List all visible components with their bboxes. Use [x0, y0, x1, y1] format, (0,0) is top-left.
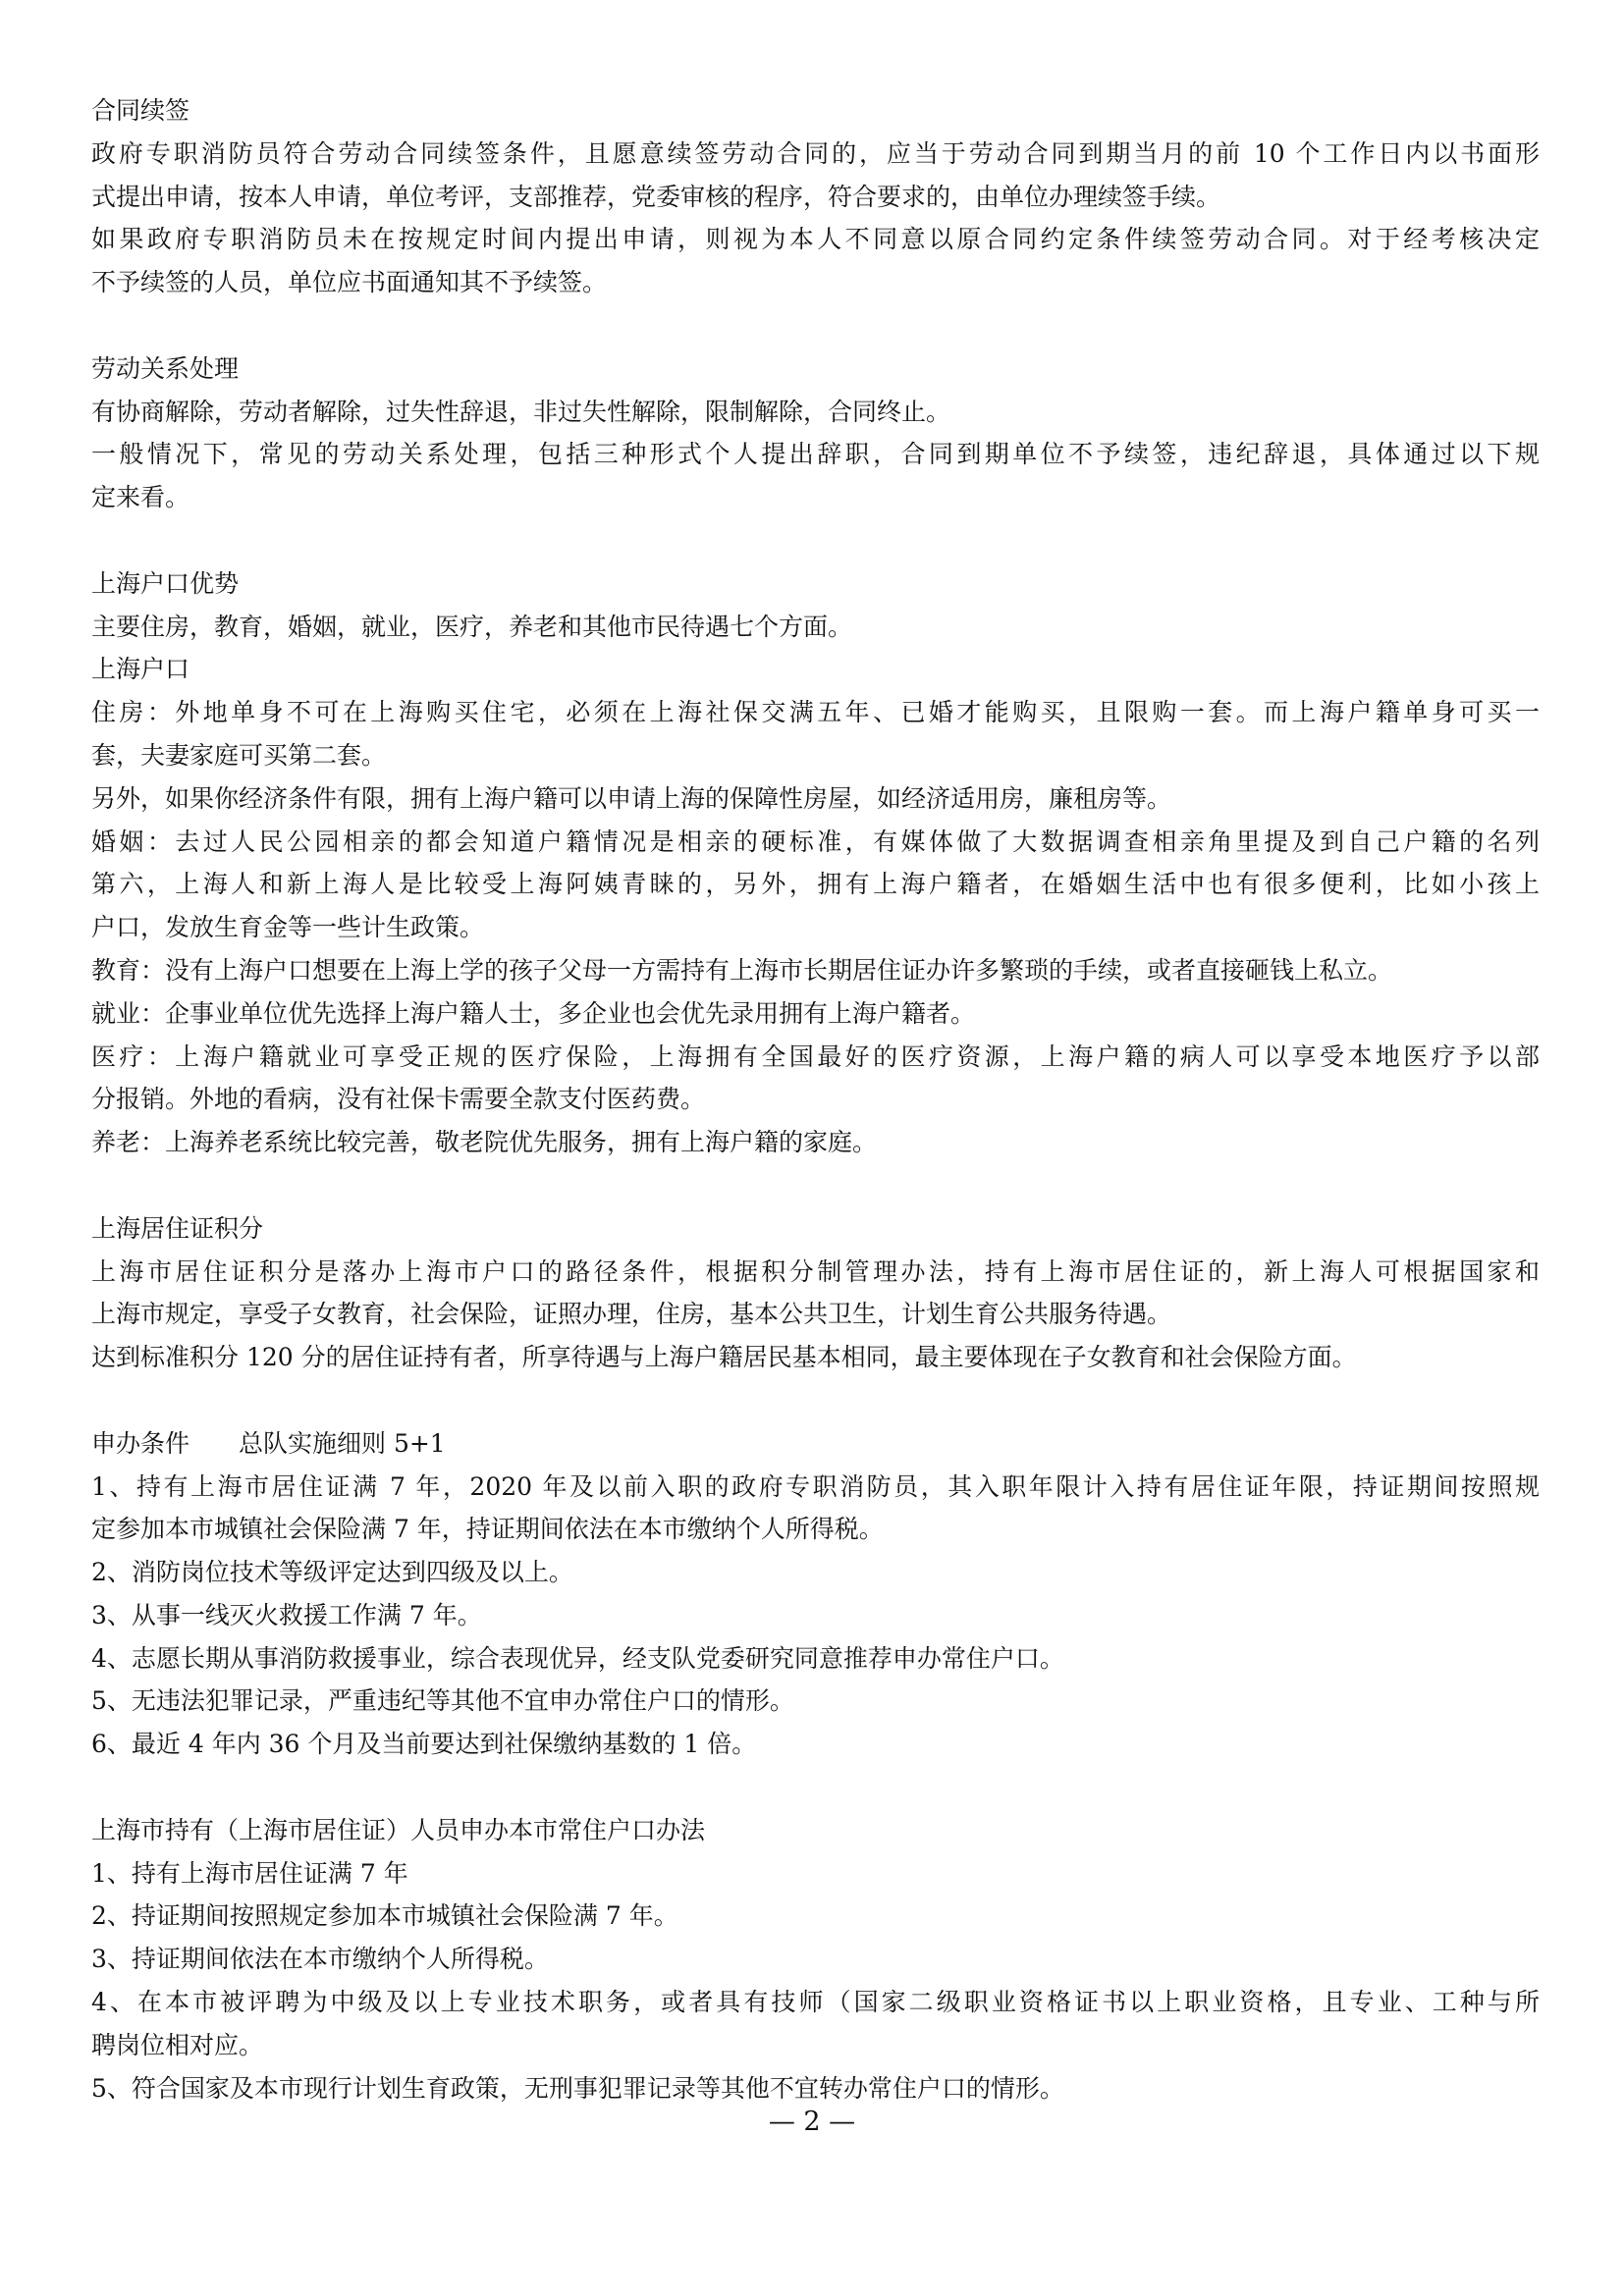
- paragraph-line: 2、持证期间按照规定参加本市城镇社会保险满 7 年。: [91, 1901, 678, 1931]
- section-heading: 申办条件 总队实施细则 5+1: [91, 1428, 446, 1458]
- section-heading: 上海市持有（上海市居住证）人员申办本市常住户口办法: [91, 1815, 706, 1844]
- paragraph-line: 达到标准积分 120 分的居住证持有者，所享待遇与上海户籍居民基本相同，最主要体现在子女教育和社会保险方面。: [91, 1343, 1357, 1372]
- paragraph-line: 定参加本市城镇社会保险满 7 年，持证期间依法在本市缴纳个人所得税。: [91, 1515, 884, 1544]
- paragraph: [91, 821, 1540, 949]
- paragraph: [91, 1723, 1540, 1766]
- paragraph-line: 5、符合国家及本市现行计划生育政策，无刑事犯罪记录等其他不宜转办常住户口的情形。: [91, 2073, 1064, 2103]
- section: [91, 89, 1540, 304]
- paragraph: [91, 606, 1540, 649]
- paragraph-line: 2、消防岗位技术等级评定达到四级及以上。: [91, 1558, 573, 1587]
- paragraph: [91, 1981, 1540, 2067]
- paragraph: [91, 1680, 1540, 1723]
- paragraph: [91, 691, 1540, 777]
- paragraph-line: 1、持有上海市居住证满 7 年: [91, 1858, 408, 1888]
- paragraph: [91, 1036, 1540, 1122]
- paragraph-line: 教育：没有上海户口想要在上海上学的孩子父母一方需持有上海市长期居住证办许多繁琐的手续，或者直接砸钱上私立。: [91, 955, 1393, 985]
- section-heading: 上海居住证积分: [91, 1213, 264, 1243]
- section-spacer: [91, 519, 1540, 562]
- paragraph: [91, 949, 1540, 992]
- section-spacer: [91, 1164, 1540, 1207]
- paragraph-line: 定来看。: [91, 483, 190, 512]
- paragraph-line: 分报销。外地的看病，没有社保卡需要全款支付医药费。: [91, 1085, 706, 1114]
- section-heading: 劳动关系处理: [91, 353, 240, 383]
- paragraph-line: 式提出申请，按本人申请，单位考评，支部推荐，党委审核的程序，符合要求的，由单位办理续签手续。: [91, 182, 1221, 211]
- paragraph-line: 上海市规定，享受子女教育，社会保险，证照办理，住房，基本公共卫生，计划生育公共服务待遇。: [91, 1300, 1172, 1329]
- paragraph: [91, 1466, 1540, 1552]
- section-spacer: [91, 1379, 1540, 1422]
- paragraph-line: 套，夫妻家庭可买第二套。: [91, 740, 387, 770]
- section: [91, 562, 1540, 1164]
- paragraph: [91, 1121, 1540, 1164]
- paragraph: [91, 2067, 1540, 2110]
- paragraph-line: 主要住房，教育，婚姻，就业，医疗，养老和其他市民待遇七个方面。: [91, 612, 853, 641]
- paragraph-line: 4、志愿长期从事消防救援事业，综合表现优异，经支队党委研究同意推荐申办常住户口。: [91, 1643, 1064, 1673]
- section: [91, 347, 1540, 519]
- paragraph: [91, 433, 1540, 519]
- paragraph-line: 一般情况下，常见的劳动关系处理，包括三种形式个人提出辞职，合同到期单位不予续签，违纪辞退，具体通过以下规: [91, 440, 1540, 469]
- paragraph: [91, 1251, 1540, 1337]
- paragraph-line: 就业：企事业单位优先选择上海户籍人士，多企业也会优先录用拥有上海户籍者。: [91, 998, 976, 1028]
- paragraph: [91, 648, 1540, 691]
- paragraph-line: 婚姻：去过人民公园相亲的都会知道户籍情况是相亲的硬标准，有媒体做了大数据调查相亲角里提及到自己户籍的名列: [91, 827, 1540, 856]
- paragraph-line: 有协商解除，劳动者解除，过失性辞退，非过失性解除，限制解除，合同终止。: [91, 397, 951, 426]
- paragraph: [91, 218, 1540, 304]
- document-body: [91, 89, 1540, 2109]
- paragraph-line: 不予续签的人员，单位应书面通知其不予续签。: [91, 268, 608, 297]
- paragraph-line: 3、持证期间依法在本市缴纳个人所得税。: [91, 1945, 549, 1974]
- paragraph: [91, 391, 1540, 434]
- paragraph-line: 5、无违法犯罪记录，严重违纪等其他不宜申办常住户口的情形。: [91, 1686, 794, 1716]
- paragraph-line: 另外，如果你经济条件有限，拥有上海户籍可以申请上海的保障性房屋，如经济适用房，廉租房等。: [91, 783, 1172, 813]
- paragraph-line: 如果政府专职消防员未在按规定时间内提出申请，则视为本人不同意以原合同约定条件续签劳动合同。对于经考核决定: [91, 225, 1540, 254]
- paragraph-line: 1、持有上海市居住证满 7 年，2020 年及以前入职的政府专职消防员，其入职年限计入持有居住证年限，持证期间按照规: [91, 1471, 1540, 1501]
- paragraph-line: 上海市居住证积分是落办上海市户口的路径条件，根据积分制管理办法，持有上海市居住证的，新上海人可根据国家和: [91, 1256, 1540, 1286]
- paragraph-line: 医疗：上海户籍就业可享受正规的医疗保险，上海拥有全国最好的医疗资源，上海户籍的病人可以享受本地医疗予以部: [91, 1041, 1540, 1071]
- paragraph-line: 养老：上海养老系统比较完善，敬老院优先服务，拥有上海户籍的家庭。: [91, 1128, 878, 1157]
- paragraph: [91, 133, 1540, 219]
- section-heading: 合同续签: [91, 96, 190, 125]
- paragraph: [91, 992, 1540, 1036]
- paragraph-line: 户口，发放生育金等一些计生政策。: [91, 913, 485, 942]
- paragraph: [91, 777, 1540, 821]
- paragraph: [91, 1852, 1540, 1896]
- paragraph: [91, 1938, 1540, 1981]
- section: [91, 1809, 1540, 2110]
- paragraph: [91, 1895, 1540, 1938]
- paragraph-line: 4、在本市被评聘为中级及以上专业技术职务，或者具有技师（国家二级职业资格证书以上职业资格，且专业、工种与所: [91, 1988, 1540, 2017]
- section: [91, 1207, 1540, 1379]
- paragraph-line: 第六，上海人和新上海人是比较受上海阿姨青睐的，另外，拥有上海户籍者，在婚姻生活中也有很多便利，比如小孩上: [91, 870, 1540, 899]
- paragraph-line: 聘岗位相对应。: [91, 2030, 264, 2059]
- section-spacer: [91, 1766, 1540, 1809]
- paragraph: [91, 1637, 1540, 1681]
- section: [91, 1422, 1540, 1766]
- paragraph-line: 上海户口: [91, 655, 190, 684]
- paragraph-line: 政府专职消防员符合劳动合同续签条件，且愿意续签劳动合同的，应当于劳动合同到期当月的前 10 个工作日内以书面形: [91, 138, 1540, 168]
- page-number: — 2 —: [768, 2107, 856, 2137]
- section-heading: 上海户口优势: [91, 568, 240, 598]
- paragraph: [91, 1551, 1540, 1594]
- section-spacer: [91, 304, 1540, 347]
- paragraph: [91, 1594, 1540, 1637]
- paragraph-line: 6、最近 4 年内 36 个月及当前要达到社保缴纳基数的 1 倍。: [91, 1730, 757, 1759]
- paragraph-line: 3、从事一线灭火救援工作满 7 年。: [91, 1600, 482, 1629]
- paragraph-line: 住房：外地单身不可在上海购买住宅，必须在上海社保交满五年、已婚才能购买，且限购一套。而上海户籍单身可买一: [91, 698, 1540, 727]
- paragraph: [91, 1336, 1540, 1379]
